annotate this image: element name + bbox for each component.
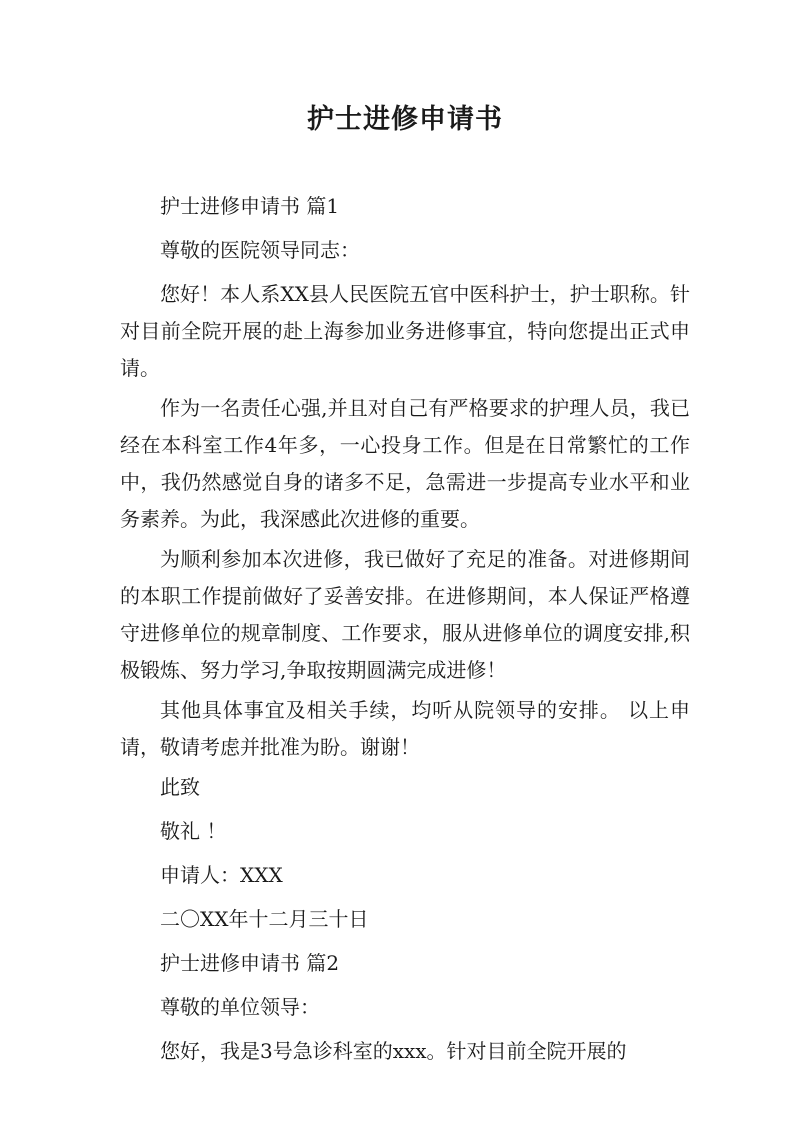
closing-jingli: 敬礼 ！: [160, 819, 227, 843]
salutation-1: 尊敬的医院领导同志：: [160, 238, 360, 262]
closing-cizhi: 此致: [160, 775, 200, 799]
date-line: 二〇XX年十二月三十日: [160, 907, 369, 931]
paragraph-closing: 其他具体事宜及相关手续，均听从院领导的安排。 以上申请，敬请考虑并批准为盼。谢谢！: [120, 698, 690, 759]
paragraph-intro: 您好！本人系XX县人民医院五官中医科护士，护士职称。针对目前全院开展的赴上海参加业务进修事宜，特向您提出正式申请。: [120, 282, 690, 380]
applicant-line: 申请人：XXX: [160, 863, 283, 887]
salutation-2: 尊敬的单位领导：: [160, 995, 320, 1019]
document-body: [120, 188, 690, 1070]
section-heading-1: 护士进修申请书 篇1: [160, 194, 340, 218]
paragraph-2-start: 您好，我是3号急诊科室的xxx。针对目前全院开展的: [160, 1039, 627, 1063]
document-title: 护士进修申请书: [307, 104, 503, 135]
paragraph-preparation: 为顺利参加本次进修，我已做好了充足的准备。对进修期间的本职工作提前做好了妥善安排。在进修期间，本人保证严格遵守进修单位的规章制度、工作要求，服从进修单位的调度安排,积极锻炼、努力学习,争取按期圆满完成进修！: [120, 547, 690, 682]
section-heading-2: 护士进修申请书 篇2: [160, 951, 340, 975]
paragraph-experience: 作为一名责任心强,并且对自己有严格要求的护理人员，我已经在本科室工作4年多，一心投身工作。但是在日常繁忙的工作中，我仍然感觉自身的诸多不足，急需进一步提高专业水平和业务素养。为此，我深感此次进修的重要。: [120, 396, 690, 531]
